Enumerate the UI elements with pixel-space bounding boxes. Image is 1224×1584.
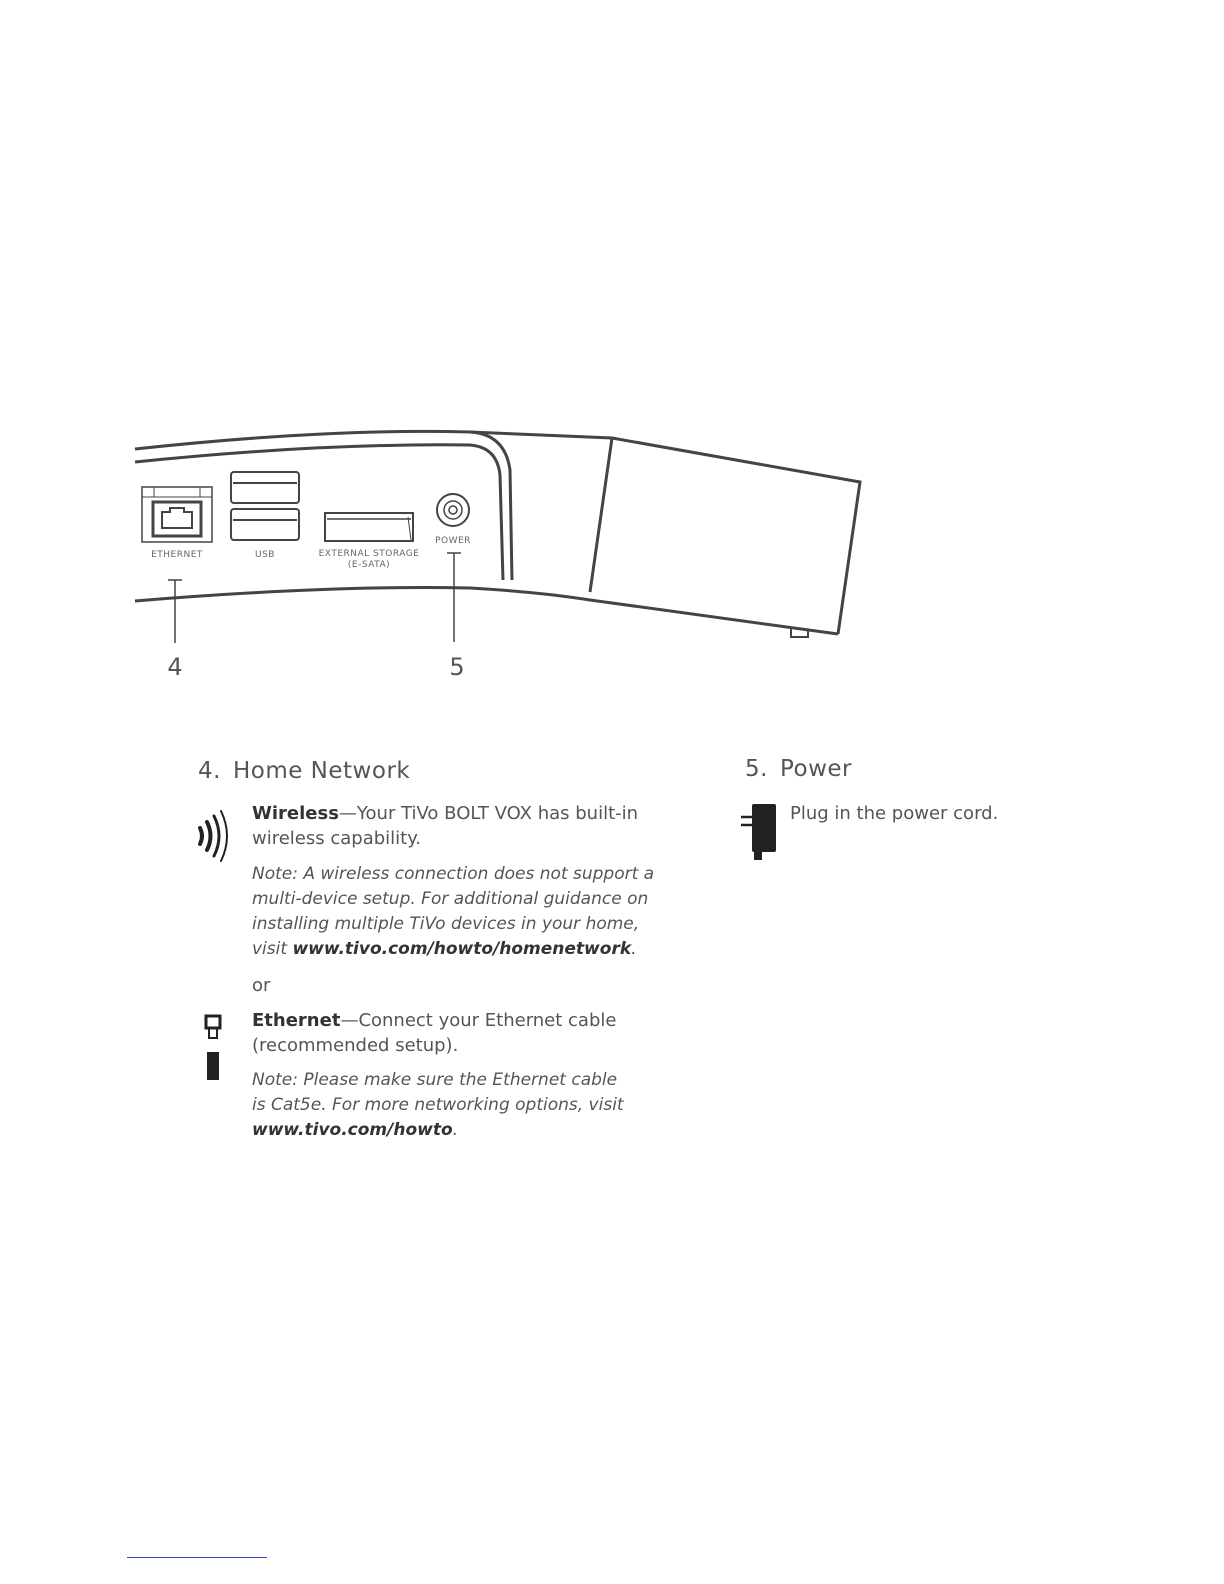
device-lid: [470, 432, 860, 634]
ethernet-port: [142, 487, 212, 542]
ethernet-note-line1: Note: Please make sure the Ethernet cable: [252, 1070, 618, 1090]
wireless-note-line1: Note: A wireless connection does not support a: [252, 864, 655, 884]
wireless-label: Wireless: [252, 803, 339, 824]
power-heading: [745, 756, 852, 782]
esata-port: [325, 513, 413, 541]
wireless-note-suffix: .: [631, 939, 637, 959]
home-network-heading: [198, 758, 410, 784]
power-adapter-icon: [739, 803, 779, 861]
callout-number-4: 4: [167, 653, 183, 681]
footer-rule: [127, 1557, 267, 1558]
ethernet-note-line2: is Cat5e. For more networking options, visit: [252, 1095, 624, 1115]
usb-port-label: USB: [255, 550, 275, 560]
wireless-icon: [196, 808, 230, 864]
esata-port-label-line2: (E-SATA): [347, 560, 391, 570]
homenetwork-link[interactable]: www.tivo.com/howto/homenetwork: [292, 939, 632, 959]
ethernet-cable-icon: [204, 1014, 222, 1082]
power-number: 5.: [745, 756, 768, 782]
ethernet-description: [252, 1008, 672, 1058]
usb-ports: [231, 472, 299, 540]
wireless-note-line4: visit: [252, 939, 293, 959]
ethernet-note-suffix: .: [452, 1120, 459, 1140]
ethernet-label: Ethernet: [252, 1010, 341, 1031]
device-back-panel-diagram: [0, 0, 1224, 700]
power-port-label: POWER: [435, 536, 471, 546]
ethernet-note: [252, 1068, 672, 1143]
home-network-title: Home Network: [232, 758, 411, 784]
callout-number-5: 5: [449, 653, 465, 681]
wireless-note-line3: installing multiple TiVo devices in your home,: [252, 914, 640, 934]
howto-link[interactable]: www.tivo.com/howto: [252, 1120, 453, 1140]
wireless-text-line2: wireless capability.: [252, 828, 422, 849]
power-title: Power: [779, 756, 852, 782]
ethernet-text-line2: (recommended setup).: [252, 1035, 459, 1056]
ethernet-text-line1: —Connect your Ethernet cable: [340, 1010, 617, 1031]
wireless-text-line1: —Your TiVo BOLT VOX has built-in: [338, 803, 639, 824]
power-instruction: Plug in the power cord.: [790, 803, 999, 824]
wireless-note: [252, 862, 672, 962]
power-port: [437, 494, 469, 526]
or-separator: or: [252, 975, 271, 996]
callout-line-4: [168, 580, 182, 643]
device-bottom-edge: [135, 588, 838, 634]
ethernet-port-label: ETHERNET: [151, 550, 203, 560]
home-network-number: 4.: [198, 758, 221, 784]
esata-port-label-line1: EXTERNAL STORAGE: [318, 549, 420, 559]
callout-line-5: [447, 553, 461, 642]
wireless-description: [252, 801, 672, 851]
wireless-note-line2: multi-device setup. For additional guidance on: [252, 889, 649, 909]
